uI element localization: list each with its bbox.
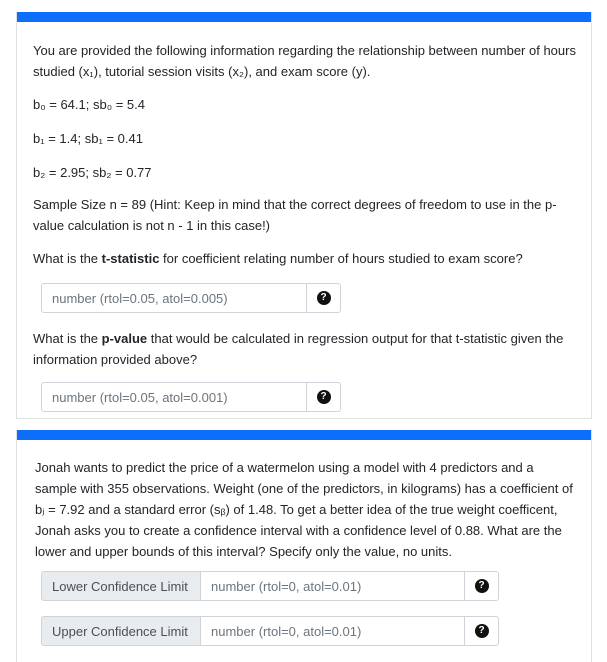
sample-size-text: Sample Size n = 89 (Hint: Keep in mind that the correct degrees of freedom to use in the p-value calculation is not n - 1 in this case!) <box>33 197 557 233</box>
watermelon-question: Jonah wants to predict the price of a watermelon using a model with 4 predictors and a sample with 355 observations. Weight (one of the predictors, in kilograms) has a coefficient of bⱼ = 7.92 and a standard error (sᵦ) of 1.48. To get a better idea of the true weight coefficent, Jonah asks you to create a confidence interval with a confidence level of 0.88. What are the lower and upper bounds of this interval? Specify only the value, no units. <box>35 460 573 559</box>
tstat-bold: t-statistic <box>101 251 160 266</box>
coefficient-b2: b₂ = 2.95; sb₂ = 0.77 <box>33 165 152 180</box>
question-card-1 <box>16 12 592 419</box>
question-card-2 <box>16 430 592 662</box>
pvalue-question <box>33 328 578 370</box>
pval-prefix: What is the <box>33 331 102 346</box>
lower-limit-input[interactable]: number (rtol=0, atol=0.01) <box>201 571 465 601</box>
pval-suffix: that would be calculated in regression output for that t-statistic given the information provided above? <box>33 331 564 367</box>
tstat-input[interactable]: number (rtol=0.05, atol=0.005) <box>41 283 307 313</box>
upper-limit-label: Upper Confidence Limit <box>41 616 201 646</box>
card-header-bar <box>17 430 591 440</box>
lower-limit-label: Lower Confidence Limit <box>41 571 201 601</box>
upper-help-button[interactable] <box>465 616 499 646</box>
coefficient-b1: b₁ = 1.4; sb₁ = 0.41 <box>33 131 143 146</box>
question-intro: You are provided the following information regarding the relationship between number of hours studied (x₁), tutorial session visits (x₂), and exam score (y). <box>33 43 576 79</box>
help-icon: ? <box>317 291 331 305</box>
lower-help-button[interactable] <box>465 571 499 601</box>
coefficient-b0: b₀ = 64.1; sb₀ = 5.4 <box>33 97 145 112</box>
tstat-input-group <box>41 283 341 313</box>
pvalue-input[interactable]: number (rtol=0.05, atol=0.001) <box>41 382 307 412</box>
help-icon: ? <box>475 579 489 593</box>
tstat-help-button[interactable] <box>307 283 341 313</box>
upper-limit-input[interactable]: number (rtol=0, atol=0.01) <box>201 616 465 646</box>
help-icon: ? <box>475 624 489 638</box>
pval-bold: p-value <box>101 331 148 346</box>
upper-limit-group <box>41 616 499 646</box>
pvalue-help-button[interactable] <box>307 382 341 412</box>
tstat-question <box>33 248 578 269</box>
lower-limit-group <box>41 571 499 601</box>
pvalue-input-group <box>41 382 341 412</box>
card-header-bar <box>17 12 591 22</box>
help-icon: ? <box>317 390 331 404</box>
tstat-prefix: What is the <box>33 251 102 266</box>
tstat-suffix: for coefficient relating number of hours studied to exam score? <box>159 251 523 266</box>
